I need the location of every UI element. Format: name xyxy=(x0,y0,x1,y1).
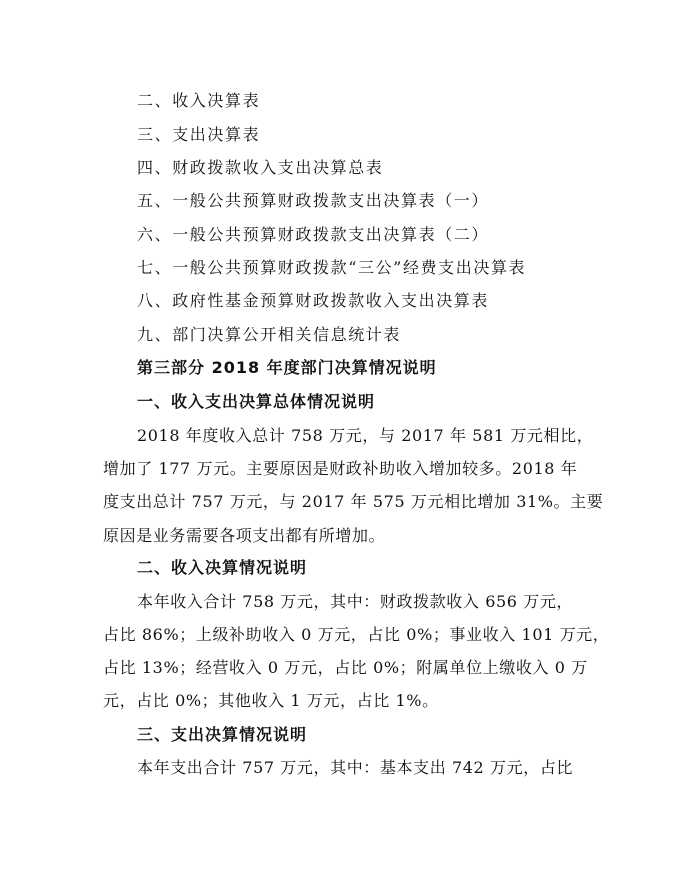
part-heading: 第三部分 2018 年度部门决算情况说明 xyxy=(137,358,437,377)
toc-item: 八、政府性基金预算财政拨款收入支出决算表 xyxy=(137,291,490,310)
paragraph-line: 本年支出合计 757 万元，其中：基本支出 742 万元，占比 xyxy=(137,758,574,777)
paragraph-line: 占比 86%；上级补助收入 0 万元，占比 0%；事业收入 101 万元， xyxy=(103,625,610,644)
toc-item: 九、部门决算公开相关信息统计表 xyxy=(137,325,402,344)
section-heading: 一、收入支出决算总体情况说明 xyxy=(137,392,376,411)
toc-item: 七、一般公共预算财政拨款“三公”经费支出决算表 xyxy=(137,258,527,277)
paragraph-line: 本年收入合计 758 万元，其中：财政拨款收入 656 万元， xyxy=(137,592,574,611)
toc-item: 二、收入决算表 xyxy=(137,91,261,110)
section-heading: 二、收入决算情况说明 xyxy=(137,558,308,577)
toc-item: 四、财政拨款收入支出决算总表 xyxy=(137,158,384,177)
paragraph-line: 2018 年度收入总计 758 万元，与 2017 年 581 万元相比， xyxy=(137,426,594,445)
paragraph-line: 增加了 177 万元。主要原因是财政补助收入增加较多。2018 年 xyxy=(103,459,578,478)
paragraph-line: 元，占比 0%；其他收入 1 万元，占比 1%。 xyxy=(103,691,439,710)
toc-item: 五、一般公共预算财政拨款支出决算表（一） xyxy=(137,191,490,210)
paragraph-line: 度支出总计 757 万元，与 2017 年 575 万元相比增加 31%。主要 xyxy=(103,492,604,511)
section-heading: 三、支出决算情况说明 xyxy=(137,725,308,744)
toc-item: 三、支出决算表 xyxy=(137,125,261,144)
paragraph-line: 原因是业务需要各项支出都有所增加。 xyxy=(103,526,386,545)
paragraph-line: 占比 13%；经营收入 0 万元，占比 0%；附属单位上缴收入 0 万 xyxy=(103,658,588,677)
toc-item: 六、一般公共预算财政拨款支出决算表（二） xyxy=(137,225,490,244)
